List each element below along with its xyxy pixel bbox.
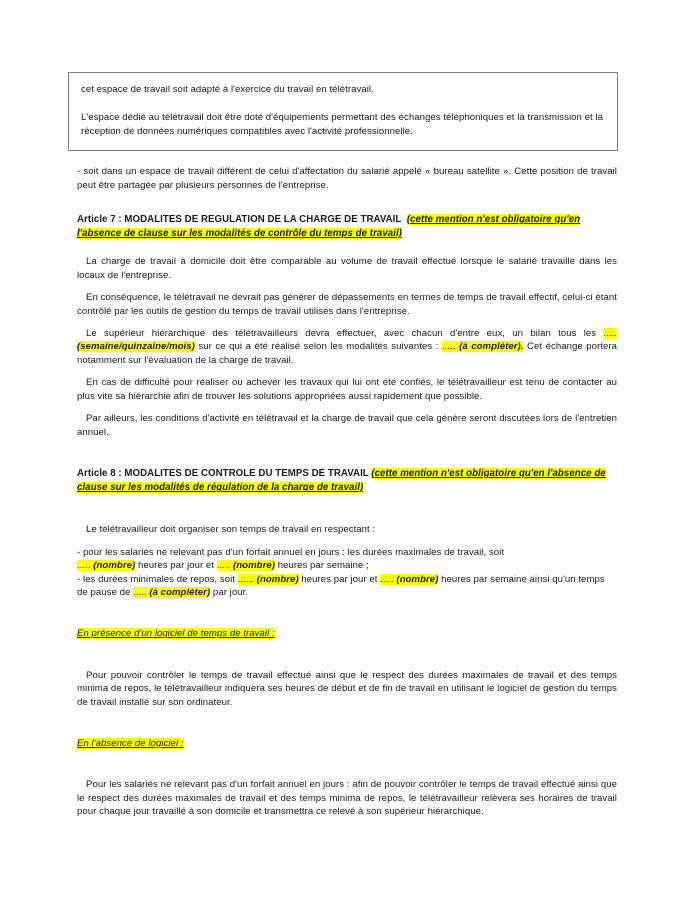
a8-b2-text-2: heures par jour et xyxy=(298,573,381,585)
article-7-paragraph-4: En cas de difficulté pour réaliser ou achever les travaux qui lui ont été confiés, le télétravailleur est tenu de contacter au plus vite sa hiérarchie afin de trouver les solutions appropriées aussi rapidement que possible. xyxy=(77,377,617,402)
with-software-heading xyxy=(77,627,617,640)
a8-b1-placeholder-hours-day xyxy=(77,560,135,571)
a7-placeholder-periodicity-label: (semaine/quinzaine/mois) xyxy=(77,341,195,353)
a7-placeholder-periodicity-dots: ..... xyxy=(603,328,617,340)
a8-b2-placeholder-rest-week xyxy=(380,574,438,585)
article-7-label: Article 7 : xyxy=(77,214,125,226)
article-7-note: (cette mention n'est obligatoire qu'en l'absence de clause sur les modalités de contrôle du temps de travail) xyxy=(77,214,581,240)
spacer-before-article-7 xyxy=(77,192,617,213)
a8-b2-placeholder-break xyxy=(133,587,210,598)
framed-spacer xyxy=(81,96,605,111)
article-7-paragraph-2: En conséquence, le télétravail ne devrait pas générer de dépassements en termes de temps de travail effectif, celui-ci étant contrôlé par les outils de gestion du temps de travail utilisés dans l'entreprise. xyxy=(77,292,617,317)
a8-b1-text-1: - pour les salariés ne relevant pas d'un forfait annuel en jours : les durées maximales de travail, soit xyxy=(77,546,505,558)
a7-p3-text-3: Cet échange portera notamment sur l'évaluation de la charge de travail. xyxy=(77,341,617,366)
framed-text-block xyxy=(68,72,618,151)
article-7-paragraph-1: La charge de travail à domicile doit être comparable au volume de travail effectué lorsque le salarié travaille dans les locaux de l'entreprise. xyxy=(77,256,617,281)
a7-placeholder-modalities-dots: ..... xyxy=(442,341,460,353)
a8-b2-text-1: - les durées minimales de repos, soit xyxy=(77,573,238,585)
a8-b2-placeholder-rest-day-dots: ...... xyxy=(237,573,257,585)
article-8-label: Article 8 : xyxy=(77,467,125,479)
a7-p3-text-1: Le supérieur hiérarchique des télétravailleurs devra effectuer, avec chacun d'entre eux, un bilan tous les xyxy=(86,328,604,340)
a8-b2-placeholder-break-dots: ..... xyxy=(133,586,150,598)
a7-placeholder-modalities-label: (à compléter). xyxy=(459,341,524,353)
a8-b2-placeholder-break-label: (à compléter) xyxy=(149,586,211,598)
without-software-paragraph: Pour les salariés ne relevant pas d'un forfait annuel en jours : afin de pouvoir contrôler le temps de travail effectué ainsi que le respect des durées maximales de travail et des temps minima de repos, le télétravailleur relèvera ses horaires de travail pour chaque jour travaillé à son domicile et transmettra ce relevé à son supérieur hiérarchique. xyxy=(77,779,617,818)
a8-b2-placeholder-rest-week-label: (nombre) xyxy=(396,573,439,585)
article-7-paragraph-5: Par ailleurs, les conditions d'activité en télétravail et la charge de travail que cela génère seront discutées lors de l'entretien annuel. xyxy=(77,413,617,438)
spacer-a8-1 xyxy=(77,537,617,546)
a8-b1-placeholder-hours-week-dots: ..... xyxy=(216,560,234,572)
a8-b2-text-3: heures par semaine ainsi qu'un temps de pause de xyxy=(77,573,605,598)
a8-b1-placeholder-hours-day-label: (nombre) xyxy=(93,560,136,572)
spacer-after-article-7-heading xyxy=(77,241,617,255)
article-7-title: MODALITES DE REGULATION DE LA CHARGE DE TRAVAIL xyxy=(124,214,402,226)
a8-b2-placeholder-rest-day-label: (nombre) xyxy=(256,573,299,585)
a7-p3-text-2: sur ce qui a été réalisé selon les modalités suivantes : xyxy=(194,341,442,353)
with-software-paragraph: Pour pouvoir contrôler le temps de travail effectué ainsi que le respect des durées maximales de travail et des temps minima de repos, le télétravailleur indiquera ses heures de début et de fin de travail en utilisant le logiciel de gestion du temps de travail installé sur son ordinateur. xyxy=(77,669,617,708)
spacer-a7-3 xyxy=(77,367,617,376)
framed-paragraph-1: cet espace de travail soit adapté à l'exercice du travail en télétravail. xyxy=(81,84,374,95)
article-8-title: MODALITES DE CONTROLE DU TEMPS DE TRAVAIL xyxy=(124,467,372,479)
spacer-before-article-8 xyxy=(77,439,617,467)
without-software-heading xyxy=(77,737,617,750)
a8-b2-text-4: par jour. xyxy=(210,586,249,598)
satellite-office-paragraph: - soit dans un espace de travail différent de celui d'affectation du salarié appelé « bureau satellite ». Cette position de travail peut être partagée par plusieurs personnes de l'entreprise. xyxy=(77,166,617,191)
a8-b1-placeholder-hours-week xyxy=(217,560,275,571)
spacer-after-without-software-heading xyxy=(77,750,617,778)
spacer-before-with-software xyxy=(77,599,617,627)
framed-paragraph-2: L'espace dédié au télétravail doit être doté d'équipements permettant des échanges téléphoniques et la transmission et la réception de données numériques compatibles avec l'activité professionnelle. xyxy=(81,112,604,137)
spacer-after-article-8-heading xyxy=(77,495,617,523)
article-8-note: (cette mention n'est obligatoire qu'en l'absence de clause sur les modalités de régulation de la charge de travail) xyxy=(77,467,606,494)
article-7-heading xyxy=(77,213,617,241)
a8-b2-placeholder-rest-week-dots: ..... xyxy=(380,573,397,585)
a8-b1-text-3: heures par semaine ; xyxy=(275,560,369,572)
spacer-after-frame xyxy=(77,151,617,165)
article-7-paragraph-3 xyxy=(77,327,617,367)
a8-b1-placeholder-hours-week-label: (nombre) xyxy=(233,560,275,572)
a8-b1-text-2: heures par jour et xyxy=(135,560,217,572)
spacer-a7-2 xyxy=(77,318,617,327)
spacer-a7-4 xyxy=(77,403,617,412)
article-8-bullet-1 xyxy=(77,546,617,573)
article-8-heading xyxy=(77,467,617,495)
spacer-a7-1 xyxy=(77,282,617,291)
without-software-heading-text: En l'absence de logiciel : xyxy=(77,737,184,749)
a7-placeholder-modalities xyxy=(442,341,523,352)
with-software-heading-text: En présence d'un logiciel de temps de travail : xyxy=(77,628,275,640)
a8-b1-placeholder-hours-day-dots: ..... xyxy=(77,560,94,572)
spacer-before-without-software xyxy=(77,709,617,737)
article-8-intro: Le télétravailleur doit organiser son temps de travail en respectant : xyxy=(86,524,376,536)
spacer-after-with-software-heading xyxy=(77,641,617,669)
a8-b2-placeholder-rest-day xyxy=(238,574,299,585)
article-8-bullet-2 xyxy=(77,573,617,600)
